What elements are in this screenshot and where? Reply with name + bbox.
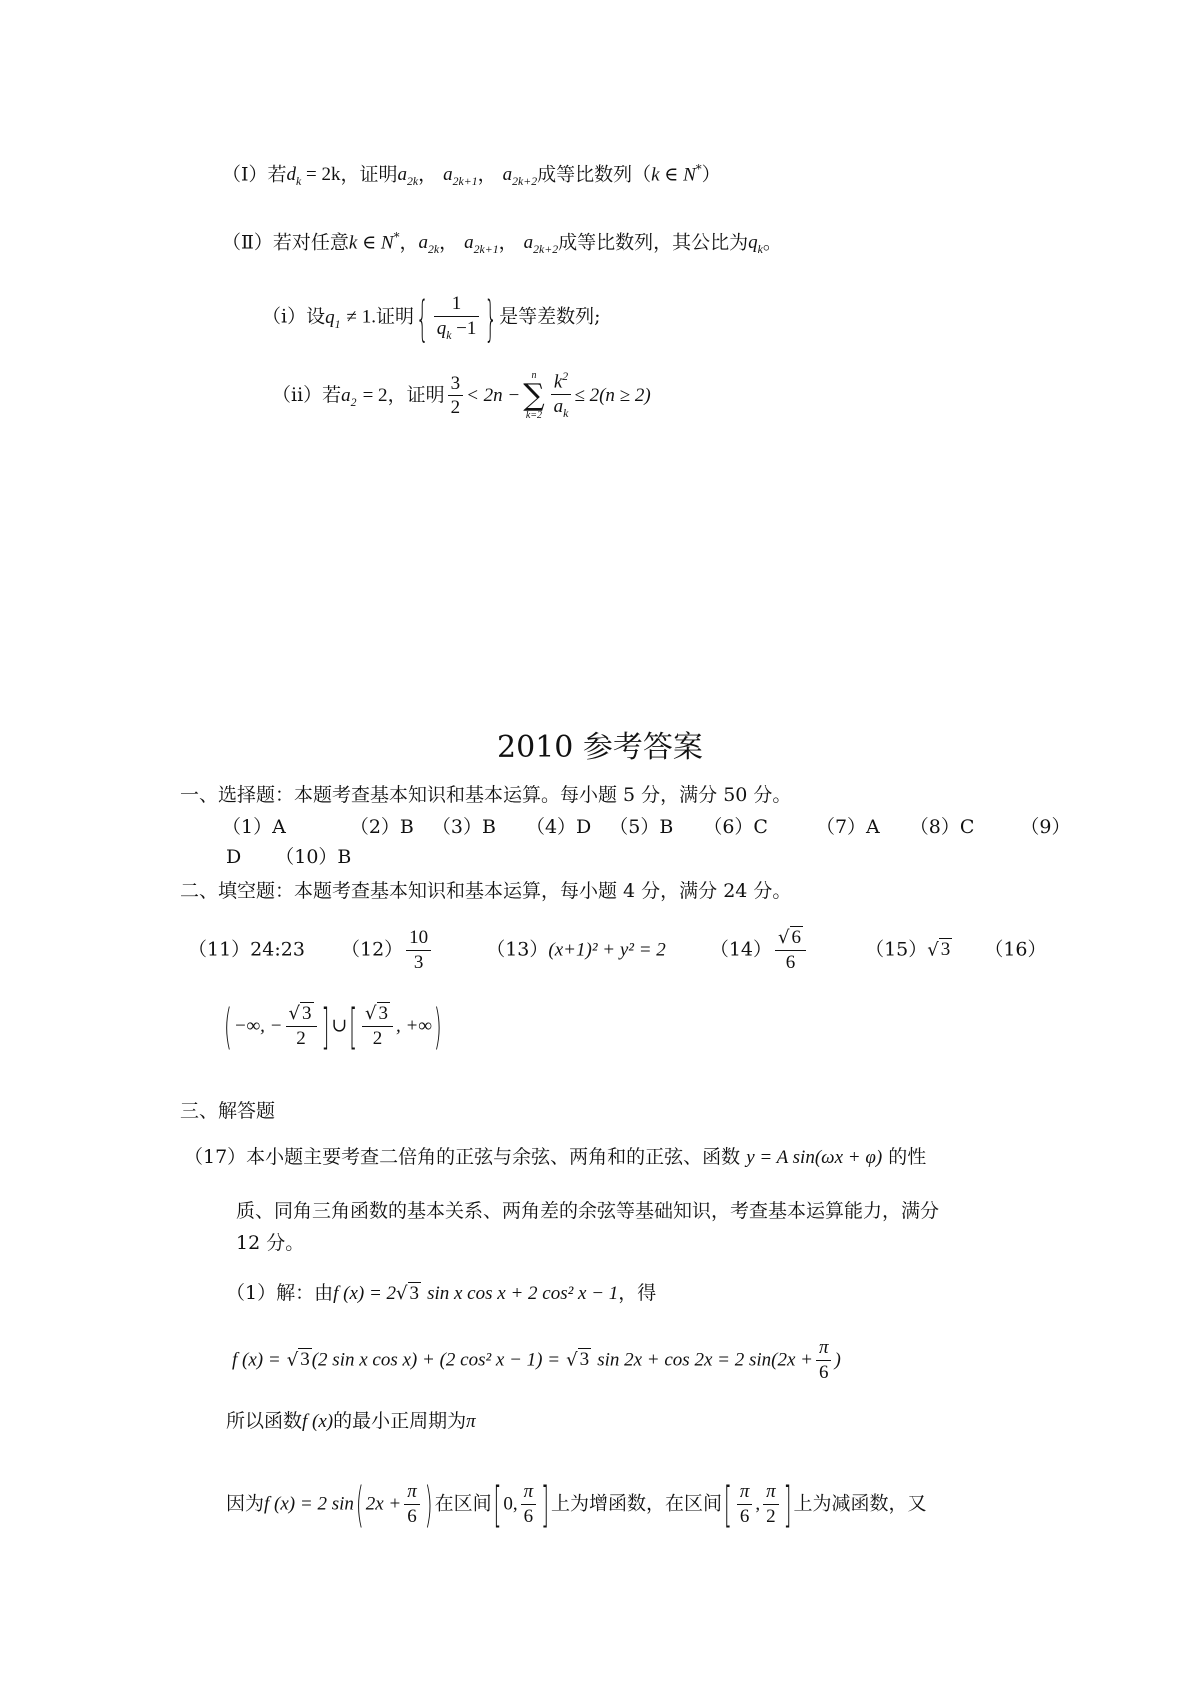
sqrt-icon: √ [927,939,939,961]
fill-11: （11）24:23 [188,938,305,961]
radicand: 3 [378,1003,389,1024]
numerator: 3 [448,372,464,397]
a-symbol: a [341,384,351,406]
denominator: 2 [766,1505,776,1527]
left-bracket: [ [724,1475,732,1534]
star-sup: * [695,162,702,176]
numerator: π [816,1336,832,1361]
pi-symbol: π [466,1411,476,1432]
q-subscript: 1 [334,317,341,331]
sub-ii-statement [272,370,651,422]
prove-word: ，证明 [387,383,445,406]
q17-intro-line2: 质、同角三角函数的基本关系、两角差的余弦等基础知识，考查基本运算能力，满分 [236,1200,940,1222]
answers-title: 2010 参考答案 [497,730,703,765]
choice-item: （4）D [525,816,592,838]
fill-16-answer [222,997,444,1056]
choice-item: （8）C [909,816,975,838]
choice-item: （7）A [815,816,880,838]
denominator: 6 [407,1505,417,1527]
q17-period [226,1410,476,1434]
sqrt-icon: √ [396,1283,408,1304]
interval-b-end: , +∞ [396,1015,432,1037]
part1-statement [222,162,721,189]
because-text: 因为 [226,1492,265,1515]
close-paren: ) [834,1349,841,1371]
sum-lower: k=2 [525,409,543,421]
sqrt-icon: √ [286,1349,299,1371]
close-paren: ） [701,163,721,186]
q17-function: y = A sin(ωx + φ) [746,1147,883,1168]
part2-label: （Ⅱ）若对任意 [222,231,349,254]
right-brace: } [484,288,498,347]
q-symbol: q [748,232,758,254]
q-symbol: q [325,306,335,328]
arith-seq-text: 是等差数列; [499,305,601,328]
term-a: a [443,164,453,186]
period: 。 [762,231,782,254]
interval-a-fraction [286,1002,317,1051]
sum-fraction [551,370,572,422]
fill-13-label: （13） [486,938,549,961]
inequality-tail: ≤ 2(n ≥ 2) [574,384,651,406]
right-paren: ) [424,1475,433,1534]
separator: ， [439,231,459,254]
right-bracket: ] [783,1475,792,1534]
radicand: 3 [940,939,951,961]
left-paren: ( [224,997,232,1056]
numerator: 10 [406,926,431,951]
term-subscript: 2k+1 [473,243,499,257]
q-subscript: k [757,243,763,257]
solution-label: （1）解：由 [226,1282,334,1304]
interval-a-start: −∞, − [233,1015,283,1037]
term-subscript: 2k+1 [452,175,478,189]
increasing-text: 上为增函数，在区间 [550,1492,722,1515]
d-subscript: k [296,175,302,189]
a2-value: = 2 [362,384,388,406]
denominator-q: q [436,317,447,339]
eq-mid: (2 sin x cos x) + (2 cos² x − 1) = [311,1349,561,1371]
numerator-sup: 2 [562,370,569,383]
denominator: 2 [372,1027,383,1049]
numerator: π [763,1480,779,1505]
term-subscript: 2k+2 [533,243,559,257]
numerator: π [737,1480,753,1505]
fill-12-fraction [406,926,431,975]
fill-16-label: （16） [984,938,1047,961]
fill-row [188,926,1047,975]
term-a: a [523,232,534,254]
q17-monotonic: 因为f (x) = 2 sin ( 2x + $\frac{\pi}{6}$ ) 在区间 [ 0, $\frac{\pi}{6}$ ] 上为增函数，在区间 [ $\frac{\pi}{6}$ , $\frac{\pi}{2}$ ] 上为减函数，又 [226,1475,927,1534]
k-in-n: k ∈ N [651,164,696,186]
d-symbol: d [286,164,297,186]
choice-item: （2）B [349,816,414,838]
term-subscript: 2k [406,175,419,189]
separator: ， [477,163,497,186]
term-subscript: 2k [428,243,440,257]
q17-text-tail: 的性 [888,1146,927,1168]
k-in-n: k ∈ N [348,232,394,254]
interval-b-fraction [362,1002,393,1051]
term-a: a [502,164,513,186]
right-bracket: ] [541,1475,549,1534]
denominator-tail: −1 [451,317,477,339]
denominator: 3 [413,951,424,973]
decreasing-text: 上为减函数，又 [793,1492,927,1515]
choice-item: （9） [1020,816,1071,838]
denominator: 6 [785,951,796,973]
part1-label: （Ⅰ）若 [222,163,287,186]
choice-item: （10）B [275,846,352,868]
right-bracket: ] [321,997,330,1056]
sub-ii-label: （ii）若 [272,383,342,406]
denominator: 6 [818,1361,829,1383]
left-bracket: [ [493,1475,502,1534]
interval2-fraction-b [763,1480,779,1529]
numerator: 1 [434,292,480,317]
numerator: π [404,1480,420,1505]
fx-sin: f (x) = 2 sin [264,1493,354,1515]
fx: f (x) [302,1411,334,1432]
section1-header: 一、选择题：本题考查基本知识和基本运算。每小题 5 分，满分 50 分。 [180,784,792,806]
d-value: = 2k [306,164,341,186]
q17-solution-line1 [226,1282,656,1306]
interval1-fraction [521,1480,537,1529]
a-subscript: 2 [350,395,357,409]
sqrt-icon: √ [778,927,790,948]
left-brace: { [415,288,429,347]
radicand: 3 [300,1349,310,1371]
choice-item: （3）B [431,816,496,838]
sqrt-icon: √ [566,1349,578,1371]
choice-item: （5）B [609,816,674,838]
numerator: π [521,1480,537,1505]
q17-intro-line3: 12 分。 [236,1232,305,1254]
eq-lhs: f (x) = [232,1349,281,1371]
fraction [434,292,480,343]
separator: ， [418,163,438,186]
term-a: a [397,164,407,186]
union-symbol: ∪ [331,1015,348,1037]
three-halves [448,372,464,421]
term-subscript: 2k+2 [512,175,538,189]
term-a: a [464,232,474,254]
fill-14-fraction [775,926,806,975]
sqrt-icon: √ [365,1003,377,1024]
section3-header: 三、解答题 [180,1100,276,1122]
fill-13-expr: (x+1)² + y² = 2 [548,939,666,961]
pi-over-6 [404,1480,420,1529]
fill-12-label: （12） [340,938,404,961]
choice-item: （6）C [703,816,768,838]
period-text-2: 的最小正周期为 [333,1410,467,1432]
summation [523,371,544,421]
q17-intro-line1 [184,1146,926,1170]
numerator-k: k [553,371,563,393]
choices-row [222,816,1071,839]
sub-i-label: （i）设 [262,305,326,328]
right-paren: ) [433,997,442,1056]
radicand: 3 [579,1349,590,1371]
sub-i-statement [262,288,601,347]
denominator: 6 [523,1505,534,1527]
denominator: 2 [296,1027,306,1049]
radicand: 6 [791,927,802,948]
denominator: 6 [739,1505,750,1527]
not-equal-text: ≠ 1.证明 [346,306,414,328]
interval-start: 0, [503,1493,518,1515]
radicand: 3 [409,1283,420,1304]
fill-14-label: （14） [709,938,773,961]
inequality-mid: < 2n − [466,384,521,406]
separator: ， [399,231,419,254]
period-text: 所以函数 [226,1410,303,1432]
left-paren: ( [355,1475,364,1534]
left-bracket: [ [349,997,358,1056]
fx-def: f (x) = 2 [333,1283,397,1304]
radicand: 3 [302,1003,312,1024]
star-sup: * [393,230,400,244]
separator: ， [498,231,518,254]
sum-upper: n [531,369,537,381]
section2-header: 二、填空题：本题考查基本知识和基本运算，每小题 4 分，满分 24 分。 [180,880,792,902]
eq-rhs: sin 2x + cos 2x = 2 sin(2x + [597,1349,813,1371]
inner-arg: 2x + [365,1493,402,1515]
denominator-sub: k [446,328,452,342]
interval2-fraction-a [737,1480,753,1529]
pi-over-6 [816,1336,832,1385]
solution-get: ，得 [618,1282,657,1304]
q17-text: （17）本小题主要考查二倍角的正弦与余弦、两角和的正弦、函数 [184,1146,741,1168]
choices-row-2 [226,846,383,869]
sigma-icon: ∑ [523,377,545,413]
ratio-text: 成等比数列，其公比为 [558,231,749,254]
prove-word: ，证明 [340,163,398,186]
denominator: 2 [450,397,461,419]
q17-equation [232,1336,841,1385]
fx-def-tail: sin x cos x + 2 cos² x − 1 [427,1283,619,1304]
choice-item: （1）A [222,816,286,838]
denominator-a: a [553,396,564,418]
part2-statement [222,230,782,257]
fill-15-label: （15） [865,938,928,961]
choice-item: D [226,846,242,868]
interval-text: 在区间 [434,1492,492,1515]
term-a: a [418,232,428,254]
geometric-seq-text: 成等比数列（ [537,163,652,186]
denominator-sub: k [563,406,569,420]
sqrt-icon: √ [288,1003,300,1024]
